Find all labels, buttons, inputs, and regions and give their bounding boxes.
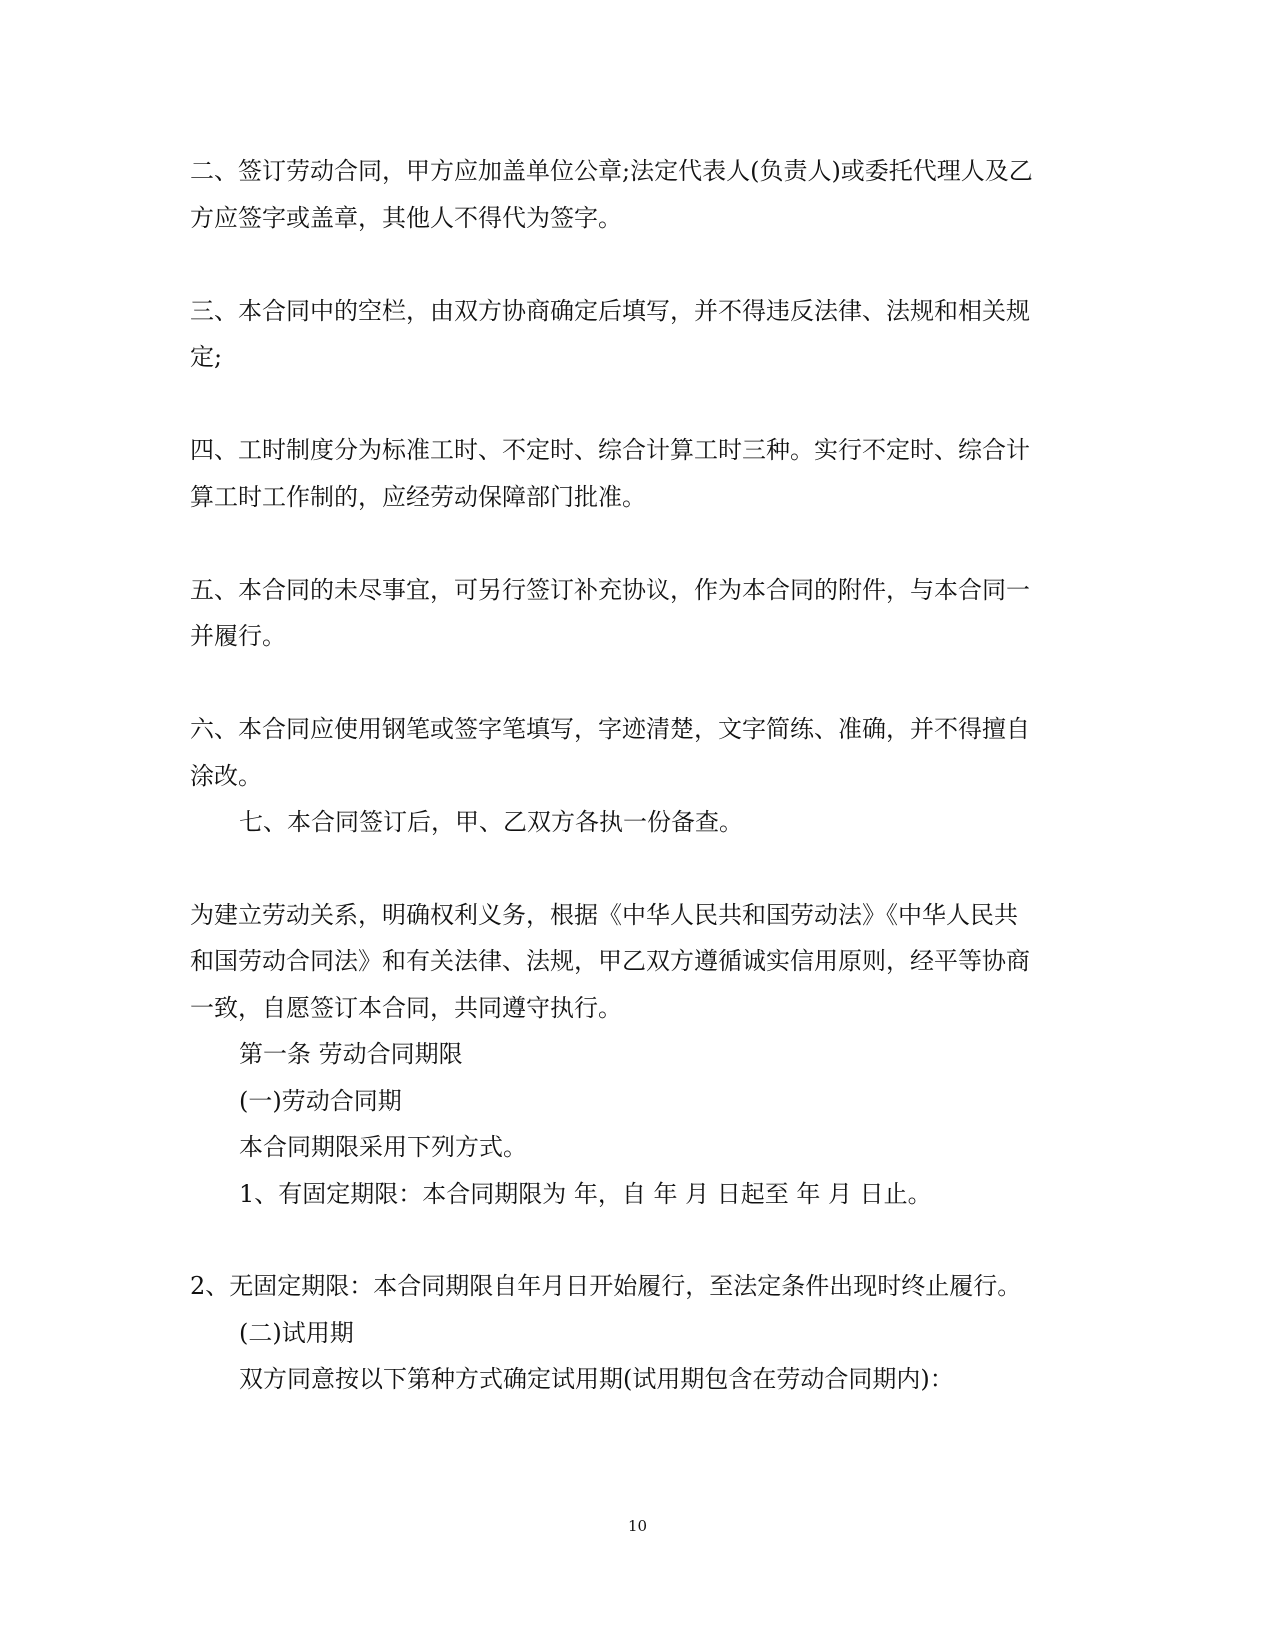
clause-6-line-2: 涂改。	[190, 762, 262, 790]
clause-3-line-2: 定;	[190, 343, 223, 371]
article-1-heading: 第一条 劳动合同期限	[239, 1040, 463, 1068]
clause-2-line-1: 二、签订劳动合同，甲方应加盖单位公章;法定代表人(负责人)或委托代理人及乙	[190, 157, 1033, 185]
clause-4-line-2: 算工时工作制的，应经劳动保障部门批准。	[190, 483, 646, 511]
clause-6-line-1: 六、本合同应使用钢笔或签字笔填写，字迹清楚，文字简练、准确，并不得擅自	[190, 715, 1030, 743]
section-1-heading: (一)劳动合同期	[239, 1087, 402, 1115]
clause-2-line-2: 方应签字或盖章，其他人不得代为签字。	[190, 204, 622, 232]
preamble-line-1: 为建立劳动关系，明确权利义务，根据《中华人民共和国劳动法》《中华人民共	[190, 901, 1018, 929]
preamble-line-2: 和国劳动合同法》和有关法律、法规，甲乙双方遵循诚实信用原则，经平等协商	[190, 947, 1030, 975]
clause-7-line: 七、本合同签订后，甲、乙双方各执一份备查。	[239, 808, 743, 836]
probation-line: 双方同意按以下第种方式确定试用期(试用期包含在劳动合同期内)：	[239, 1365, 954, 1393]
fixed-term-line: 1、有固定期限：本合同期限为 年，自 年 月 日起至 年 月 日止。	[239, 1180, 932, 1208]
clause-4-line-1: 四、工时制度分为标准工时、不定时、综合计算工时三种。实行不定时、综合计	[190, 436, 1030, 464]
page-number: 10	[627, 1517, 648, 1535]
clause-3-line-1: 三、本合同中的空栏，由双方协商确定后填写，并不得违反法律、法规和相关规	[190, 297, 1030, 325]
section-2-heading: (二)试用期	[239, 1319, 354, 1347]
clause-5-line-2: 并履行。	[190, 622, 286, 650]
open-term-line: 2、无固定期限：本合同期限自年月日开始履行，至法定条件出现时终止履行。	[190, 1272, 1022, 1300]
term-method-line: 本合同期限采用下列方式。	[239, 1133, 527, 1161]
clause-5-line-1: 五、本合同的未尽事宜，可另行签订补充协议，作为本合同的附件，与本合同一	[190, 576, 1030, 604]
preamble-line-3: 一致，自愿签订本合同，共同遵守执行。	[190, 994, 622, 1022]
